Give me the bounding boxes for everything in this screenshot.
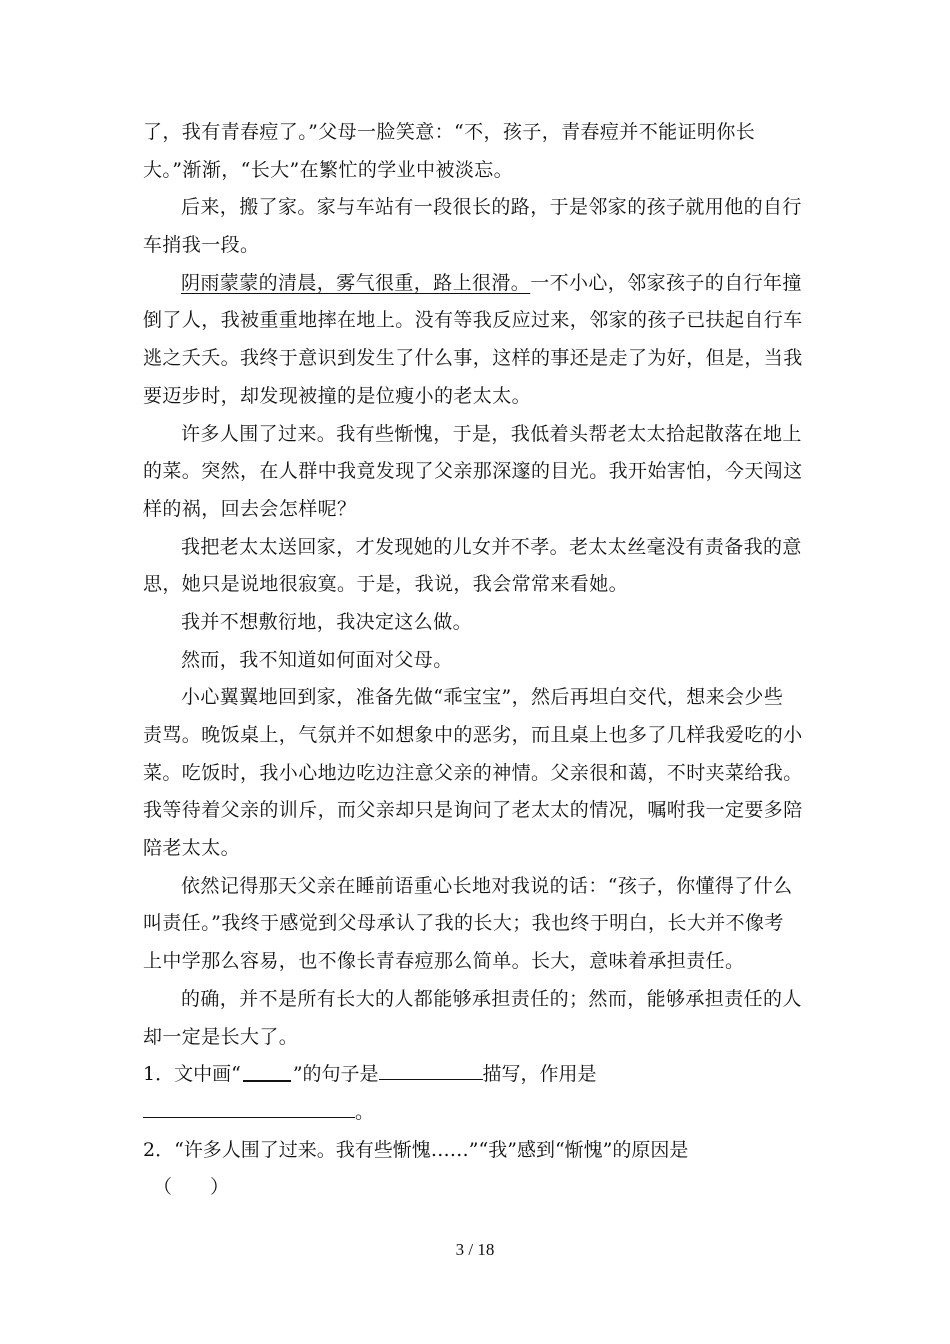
- passage-line: 叫责任。”我终于感觉到父母承认了我的长大；我也终于明白，长大并不像考: [143, 912, 784, 935]
- answer-blank[interactable]: [143, 1103, 355, 1118]
- passage-line: 上中学那么容易，也不像长青春痘那么简单。长大，意味着承担责任。: [143, 950, 745, 973]
- underlined-sentence: 阴雨蒙蒙的清晨，雾气很重，路上很滑。: [181, 271, 531, 294]
- passage-line: 我等待着父亲的训斥，而父亲却只是询问了老太太的情况，嘱咐我一定要多陪: [143, 799, 803, 822]
- passage-line: 却一定是长大了。: [143, 1025, 299, 1048]
- passage-line: 思，她只是说地很寂寞。于是，我说，我会常常来看她。: [143, 573, 629, 596]
- passage-text: 一不小心，邻家孩子的自行年撞: [530, 271, 802, 294]
- passage-line: 我并不想敷衍地，我决定这么做。: [181, 610, 473, 633]
- passage-line: 的确，并不是所有长大的人都能够承担责任的；然而，能够承担责任的人: [181, 987, 802, 1010]
- question-1-mid: ”的句子是: [292, 1063, 379, 1086]
- question-1-prefix: 1．文中画“: [143, 1063, 241, 1086]
- question-2-choice: [143, 1169, 807, 1207]
- passage-line: 菜。吃饭时，我小心地边吃边注意父亲的神情。父亲很和蔼，不时夹菜给我。: [143, 761, 803, 784]
- passage-line: 的菜。突然，在人群中我竟发现了父亲那深邃的目光。我开始害怕，今天闯这: [143, 460, 803, 483]
- question-1-continuation: [143, 1094, 807, 1132]
- question-1: [143, 1056, 807, 1094]
- passage-line: 样的祸，回去会怎样呢？: [143, 497, 357, 520]
- passage-line: 后来，搬了家。家与车站有一段很长的路，于是邻家的孩子就用他的自行: [181, 196, 802, 219]
- passage-line: 依然记得那天父亲在睡前语重心长地对我说的话：“孩子，你懂得了什么: [181, 874, 793, 897]
- passage-line: 大。”渐渐，“长大”在繁忙的学业中被淡忘。: [143, 158, 514, 181]
- page-number: 3 / 18: [455, 1240, 495, 1259]
- passage-line: 要迈步时，却发现被撞的是位瘦小的老太太。: [143, 384, 532, 407]
- question-2: 2．“许多人围了过来。我有些惭愧……”“我”感到“惭愧”的原因是: [143, 1138, 689, 1161]
- question-1-after: 描写，作用是: [482, 1063, 597, 1086]
- passage-line: 倒了人，我被重重地摔在地上。没有等我反应过来，邻家的孩子已扶起自行车: [143, 309, 803, 332]
- passage-line: [143, 265, 807, 303]
- passage-line: 小心翼翼地回到家，准备先做“乖宝宝”，然后再坦白交代，想来会少些: [181, 686, 784, 709]
- answer-parentheses[interactable]: （ ）: [153, 1176, 230, 1199]
- passage-line: 我把老太太送回家，才发现她的儿女并不孝。老太太丝毫没有责备我的意: [181, 535, 802, 558]
- passage-body: [143, 114, 807, 1207]
- passage-line: 逃之夭夭。我终于意识到发生了什么事，这样的事还是走了为好，但是，当我: [143, 347, 803, 370]
- underline-sample-mark: [243, 1068, 291, 1082]
- answer-blank[interactable]: [379, 1065, 483, 1080]
- passage-line: 责骂。晚饭桌上，气氛并不如想象中的恶劣，而且桌上也多了几样我爱吃的小: [143, 724, 803, 746]
- passage-line: 陪老太太。: [143, 837, 241, 860]
- passage-line: 许多人围了过来。我有些惭愧，于是，我低着头帮老太太拾起散落在地上: [181, 422, 802, 445]
- passage-line: 车捎我一段。: [143, 234, 260, 257]
- passage-line: 了，我有青春痘了。”父母一脸笑意：“不，孩子，青春痘并不能证明你长: [143, 121, 756, 143]
- question-1-end: 。: [355, 1100, 375, 1123]
- passage-line: 然而，我不知道如何面对父母。: [181, 648, 453, 671]
